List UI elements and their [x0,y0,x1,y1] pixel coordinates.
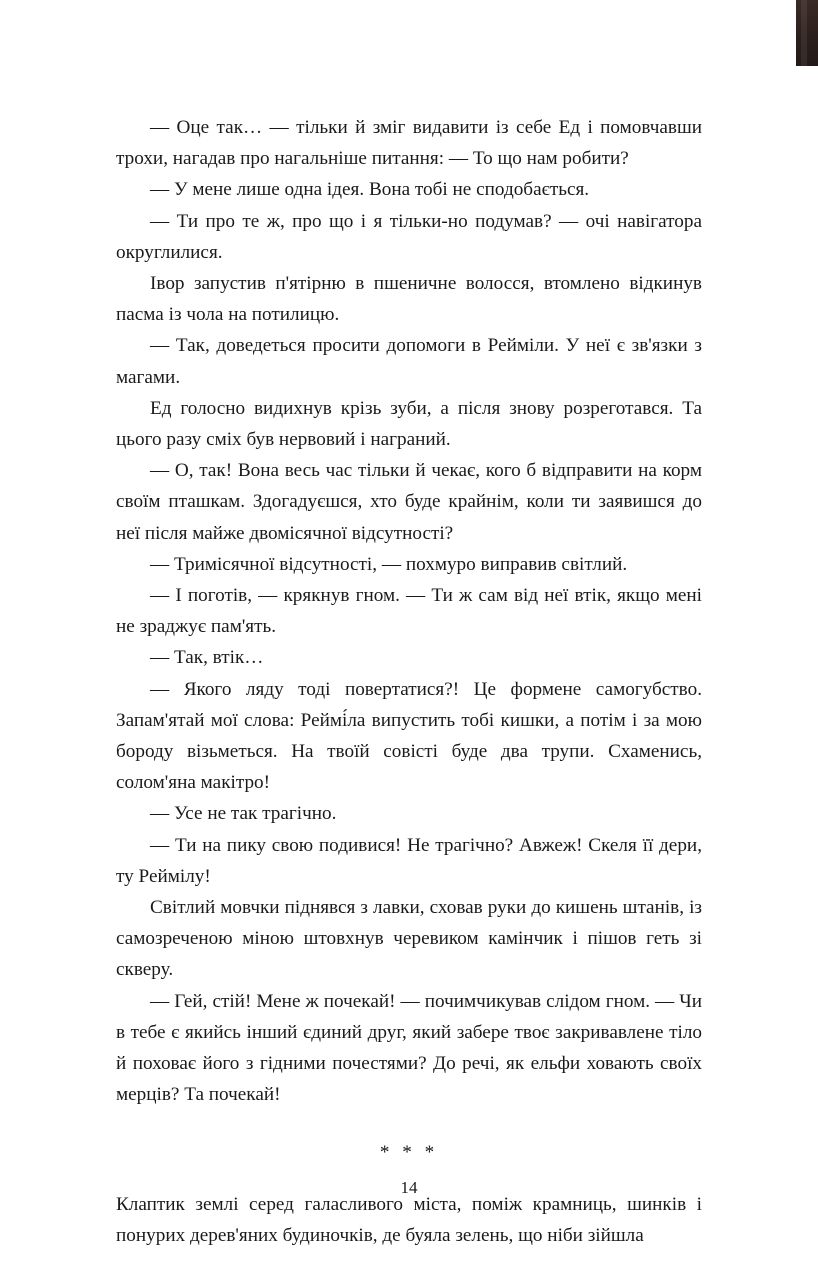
paragraph: — Оце так… — тільки й зміг видавити із себе Ед і помовчавши трохи, нагадав про нагальніше питання: — То що нам робити? [116,117,702,170]
book-binding-edge [796,0,818,66]
paragraph: — О, так! Вона весь час тільки й чекає, кого б відправити на корм своїм пташкам. Здогадуєшся, хто буде крайнім, коли ти заявишся до неї після майже двомісячної відсутності? [116,460,702,544]
binding-sheen [801,0,807,66]
paragraph: — Якого ляду тоді повертатися?! Це формене самогубство. Запам'ятай мої слова: Реймі́ла випустить тобі кишки, а потім і за мою бороду візьметься. На твоїй совісті буде два трупи. Схаменись, солом'яна макітро! [116,678,702,794]
paragraph: Івор запустив п'ятірню в пшеничне волосся, втомлено відкинув пасма із чола на потилицю. [116,273,702,326]
body-text-column [116,112,702,1251]
paragraph: — Ти на пику свою подивися! Не трагічно? Авжеж! Скеля її дери, ту Реймілу! [116,834,702,887]
paragraph: — Гей, стій! Мене ж почекай! — почимчикував слідом гном. — Чи в тебе є якийсь інший єдиний друг, який забере твоє закривавлене тіло й поховає його з гідними почестями? До речі, як ельфи ховають своїх мерців? Та почекай! [116,990,702,1106]
paragraph: — Ти про те ж, про що і я тільки-но подумав? — очі навігатора округлилися. [116,210,702,263]
paragraph: — Тримісячної відсутності, — похмуро виправив світлий. [150,553,628,575]
page-number: 14 [400,1178,418,1197]
paragraph: Ед голосно видихнув крізь зуби, а після знову розреготався. Та цього разу сміх був нервовий і награний. [116,397,702,451]
paragraph: — Так, втік… [150,647,264,669]
paragraph: — Так, доведеться просити допомоги в Рейміли. У неї є зв'язки з магами. [116,335,702,388]
paragraph: — Усе не так трагічно. [150,803,337,825]
paragraph: — У мене лише одна ідея. Вона тобі не сподобається. [150,179,590,201]
paragraph: — І поготів, — крякнув гном. — Ти ж сам від неї втік, якщо мені не зраджує пам'ять. [116,585,702,638]
scene-break-divider: * * * [379,1141,439,1163]
paragraph: Клаптик землі серед галасливого міста, поміж крамниць, шинків і понурих дерев'яних будиночків, де буяла зелень, що ніби зійшла [116,1193,702,1246]
paragraph: Світлий мовчки піднявся з лавки, сховав руки до кишень штанів, із самозреченою міною штовхнув черевиком камінчик і пішов геть зі скверу. [116,897,702,981]
